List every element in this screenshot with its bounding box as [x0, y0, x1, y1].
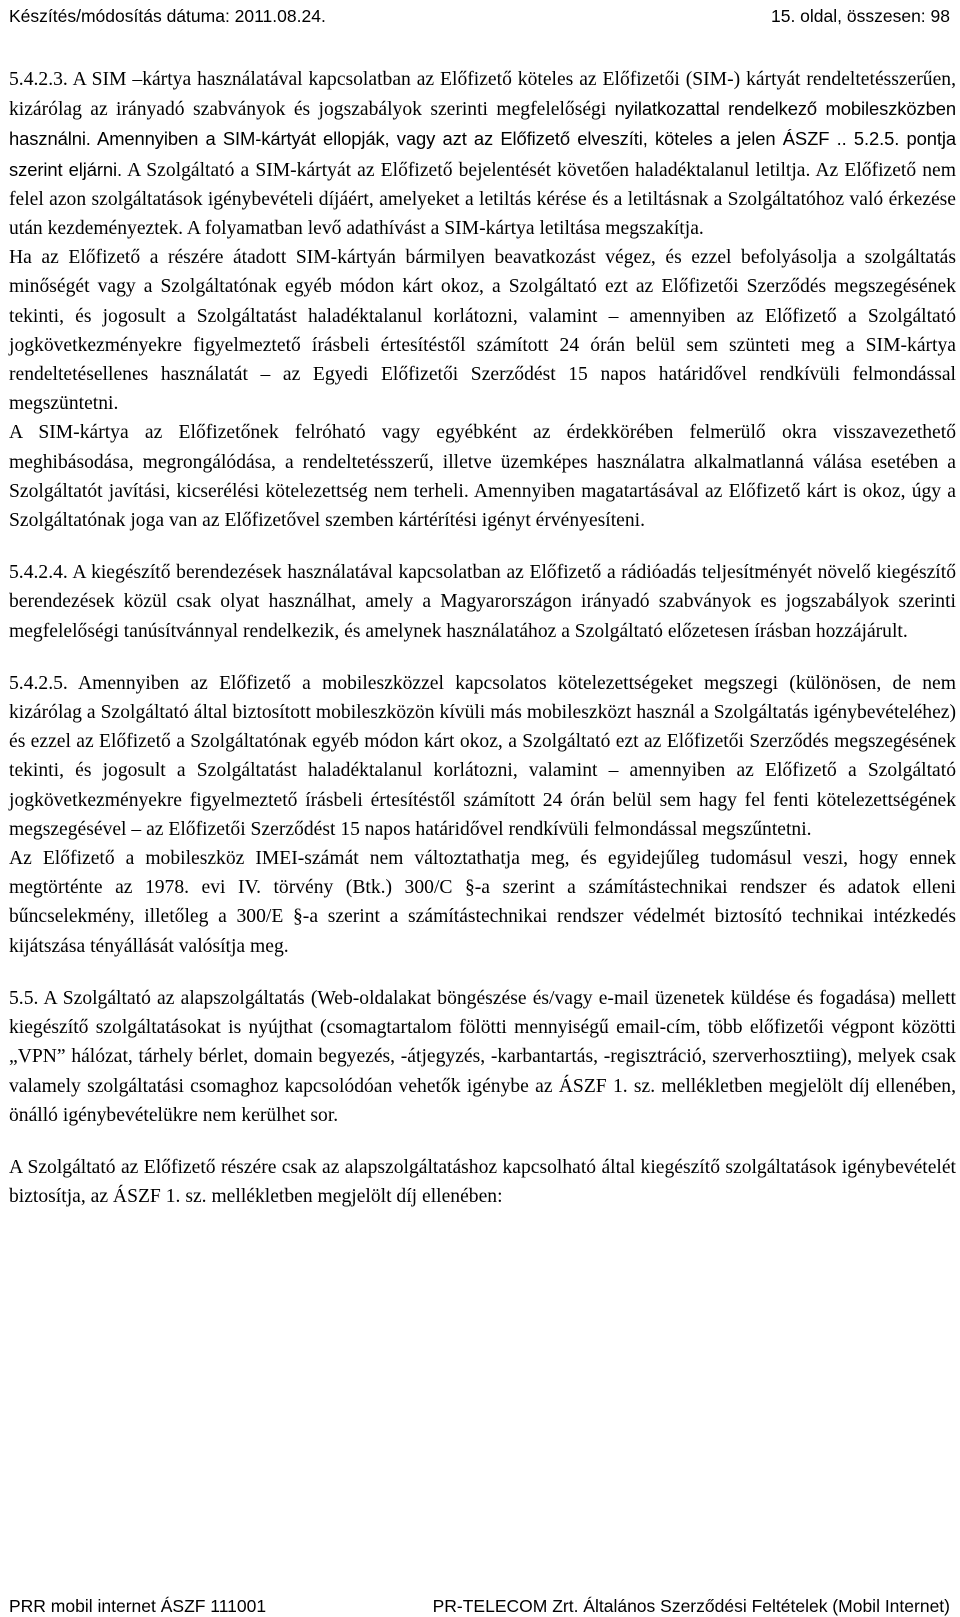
paragraph-5-4-2-3: [9, 65, 956, 243]
paragraph-sim-damage: A SIM-kártya az Előfizetőnek felróható vagy egyébként az érdekkörében felmerülő okra visszavezethető meghibásodása, megrongálódása, a rendeltetésszerű, illetve üzemképes használatra alkalmatlanná válása esetében a Szolgáltatót javítási, kicserélési kötelezettség nem terheli. Amennyiben magatartásával az Előfizető kárt is okoz, úgy a Szolgáltatónak joga van az Előfizetővel szemben kártérítési igényt érvényesíteni.: [9, 422, 956, 532]
paragraph-5-4-2-3-intro: 5.4.2.3. A SIM –kártya használatával kapcsolatban az Előfizető köteles az Előfizetői (SIM-) kártyát rendeltetésszerűen, kizárólag az irányadó szabványok és jogszabályok szerinti megfelelőségi: [9, 69, 956, 121]
header-date: Készítés/módosítás dátuma: 2011.08.24.: [9, 6, 326, 26]
document-body: [9, 65, 956, 1211]
paragraph-5-5: 5.5. A Szolgáltató az alapszolgáltatás (Web-oldalakat böngészése és/vagy e-mail üzenetek küldése és fogadása) mellett kiegészítő szolgáltatásokat is nyújthat (csomagtartalom fölötti mennyiségű email-cím, több előfizetői végpont közötti „VPN” hálózat, tárhely bérlet, domain begyezés, -átjegyzés, -karbantartás, -regisztráció, szerverhosztiing), melyek csak valamely szolgáltatási csomaghoz kapcsolódóan vehetők igénybe az ÁSZF 1. sz. mellékletben megjelölt díj ellenében, önálló igénybevételükre nem kerülhet sor.: [9, 987, 956, 1126]
footer-document-id: PRR mobil internet ÁSZF 111001: [9, 1596, 267, 1616]
paragraph-5-4-2-5: 5.4.2.5. Amennyiben az Előfizető a mobileszközzel kapcsolatos kötelezettségeket megszegi (különösen, de nem kizárólag a Szolgáltató által biztosított mobileszközön kívüli más mobileszközt használ a Szolgáltatás igénybevételéhez) és ezzel az Előfizető a Szolgáltatónak egyéb módon kárt okoz, a Szolgáltató ezt az Előfizetői Szerződés megszegésének tekinti, és jogosult a Szolgáltatást haladéktalanul korlátozni, valamint – amennyiben az Előfizető a Szolgáltató jogkövetkezményekre figyelmeztető írásbeli értesítéstől számított 24 órán belül sem hagy fel fenti kötelezettségének megszegésével – az Előfizetői Szerződést 15 napos határidővel rendkívüli felmondással megszűntetni.: [9, 672, 956, 840]
paragraph-sim-intervention: Ha az Előfizető a részére átadott SIM-kártyán bármilyen beavatkozást végez, és ezzel befolyásolja a szolgáltatás minőségét vagy a Szolgáltatónak egyéb módon kárt okoz, a Szolgáltató ezt az Előfizetői Szerződés megszegésének tekinti, és jogosult a Szolgáltatást haladéktalanul korlátozni, valamint – amennyiben az Előfizető a Szolgáltató jogkövetkezményekre figyelmeztető írásbeli értesítéstől számított 24 órán belül sem szünteti meg a SIM-kártya rendeltetésellenes használatát – az Egyedi Előfizetői Szerződést 15 napos határidővel rendkívüli felmondással megszüntetni.: [9, 247, 956, 415]
page-footer: [9, 1595, 950, 1617]
page-header: [9, 4, 950, 28]
paragraph-5-4-2-3-sans-segment: nyilatkozattal rendelkező mobileszközben használni. Amennyiben a SIM-kártyát ellopják, vagy azt az Előfizető elveszíti, köteles a jelen ÁSZF .. 5.2.5. pontja szerint eljárni.: [9, 98, 957, 180]
header-page-number: 15. oldal, összesen: 98: [770, 6, 950, 26]
paragraph-5-4-2-3-rest: A Szolgáltató a SIM-kártyát az Előfizető bejelentését követően haladéktalanul letiltja. Az Előfizető nem felel azon szolgáltatások igénybevételi díjáért, amelyeket a letiltás kérése és a letiltásnak a Szolgáltatóhoz való érkezése után kezdeményeztek. A folyamatban levő adathívást a SIM-kártya letiltása megszakítja.: [9, 159, 956, 240]
paragraph-5-4-2-4: 5.4.2.4. A kiegészítő berendezések használatával kapcsolatban az Előfizető a rádióadás teljesítményét növelő kiegészítő berendezések közül csak olyat használhat, amely a Magyarországon irányadó szabványok es jogszabályok szerinti megfelelőségi tanúsítvánnyal rendelkezik, és amelynek használatához a Szolgáltató előzetesen írásban hozzájárult.: [9, 562, 956, 642]
paragraph-imei: Az Előfizető a mobileszköz IMEI-számát nem változtathatja meg, és egyidejűleg tudomásul veszi, hogy ennek megtörténte az 1978. evi IV. törvény (Btk.) 300/C §-a szerint a számítástechnikai rendszer és adatok elleni bűncselekmény, illetőleg a 300/E §-a szerint a számítástechnikai rendszer védelmét biztosító technikai intézkedés kijátszása tényállását valósítja meg.: [9, 848, 956, 957]
paragraph-additional-services: A Szolgáltató az Előfizető részére csak az alapszolgáltatáshoz kapcsolható által kiegészítő szolgáltatások igénybevételét biztosítja, az ÁSZF 1. sz. mellékletben megjelölt díj ellenében:: [9, 1156, 956, 1208]
footer-company-title: PR-TELECOM Zrt. Általános Szerződési Feltételek (Mobil Internet): [432, 1596, 950, 1616]
